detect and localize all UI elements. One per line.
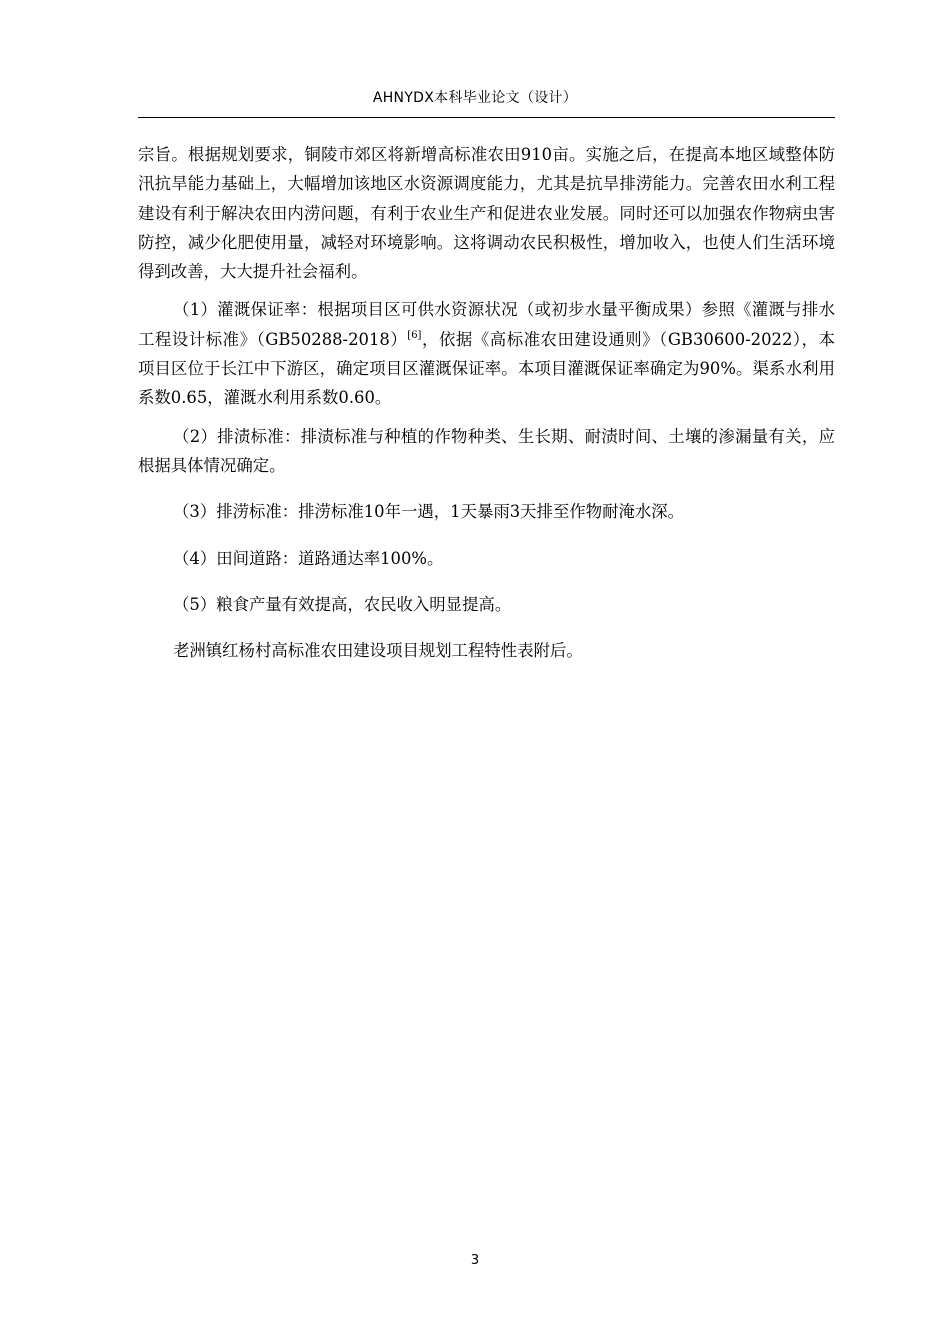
paragraph-field-roads: （4）田间道路：道路通达率100%。 (173, 548, 444, 568)
paragraph-irrigation-text-part1: （1）灌溉保证率：根据项目区可供水资源状况（或初步水量平衡成果）参照《灌溉与排水工程设计标准》（GB50288-2018） (138, 300, 835, 349)
citation-reference: [6] (407, 329, 422, 341)
page-number: 3 (470, 1253, 480, 1268)
paragraph-continuation: 宗旨。根据规划要求，铜陵市郊区将新增高标准农田910亩。实施之后，在提高本地区域整体防汛抗旱能力基础上，大幅增加该地区水资源调度能力，尤其是抗旱排涝能力。完善农田水利工程建设有利于解决农田内涝问题，有利于农业生产和促进农业发展。同时还可以加强农作物病虫害防控，减少化肥使用量，减轻对环境影响。这将调动农民积极性，增加收入，也使人们生活环境得到改善，大大提升社会福利。 (138, 145, 835, 282)
paragraph-irrigation-text-part2: ，依据《高标准农田建设通则》（GB30600-2022），本项目区位于长江中下游区，确定项目区灌溉保证率。本项目灌溉保证率确定为90%。渠系水利用系数0.65，灌溉水利用系数0.60。 (138, 329, 835, 408)
paragraph-appendix-note: 老洲镇红杨村高标准农田建设项目规划工程特性表附后。 (173, 641, 583, 661)
paragraph-waterlogging-standard: （3）排涝标准：排涝标准10年一遇，1天暴雨3天排至作物耐淹水深。 (173, 502, 685, 522)
running-header: AHNYDX本科毕业论文（设计） (372, 90, 578, 106)
paragraph-irrigation-guarantee-rate (138, 295, 835, 412)
document-body (138, 140, 835, 674)
paragraph-grain-yield: （5）粮食产量有效提高，农民收入明显提高。 (173, 594, 512, 614)
header-divider (138, 117, 835, 118)
paragraph-drainage-standard: （2）排渍标准：排渍标准与种植的作物种类、生长期、耐渍时间、土壤的渗漏量有关，应根据具体情况确定。 (138, 426, 835, 475)
